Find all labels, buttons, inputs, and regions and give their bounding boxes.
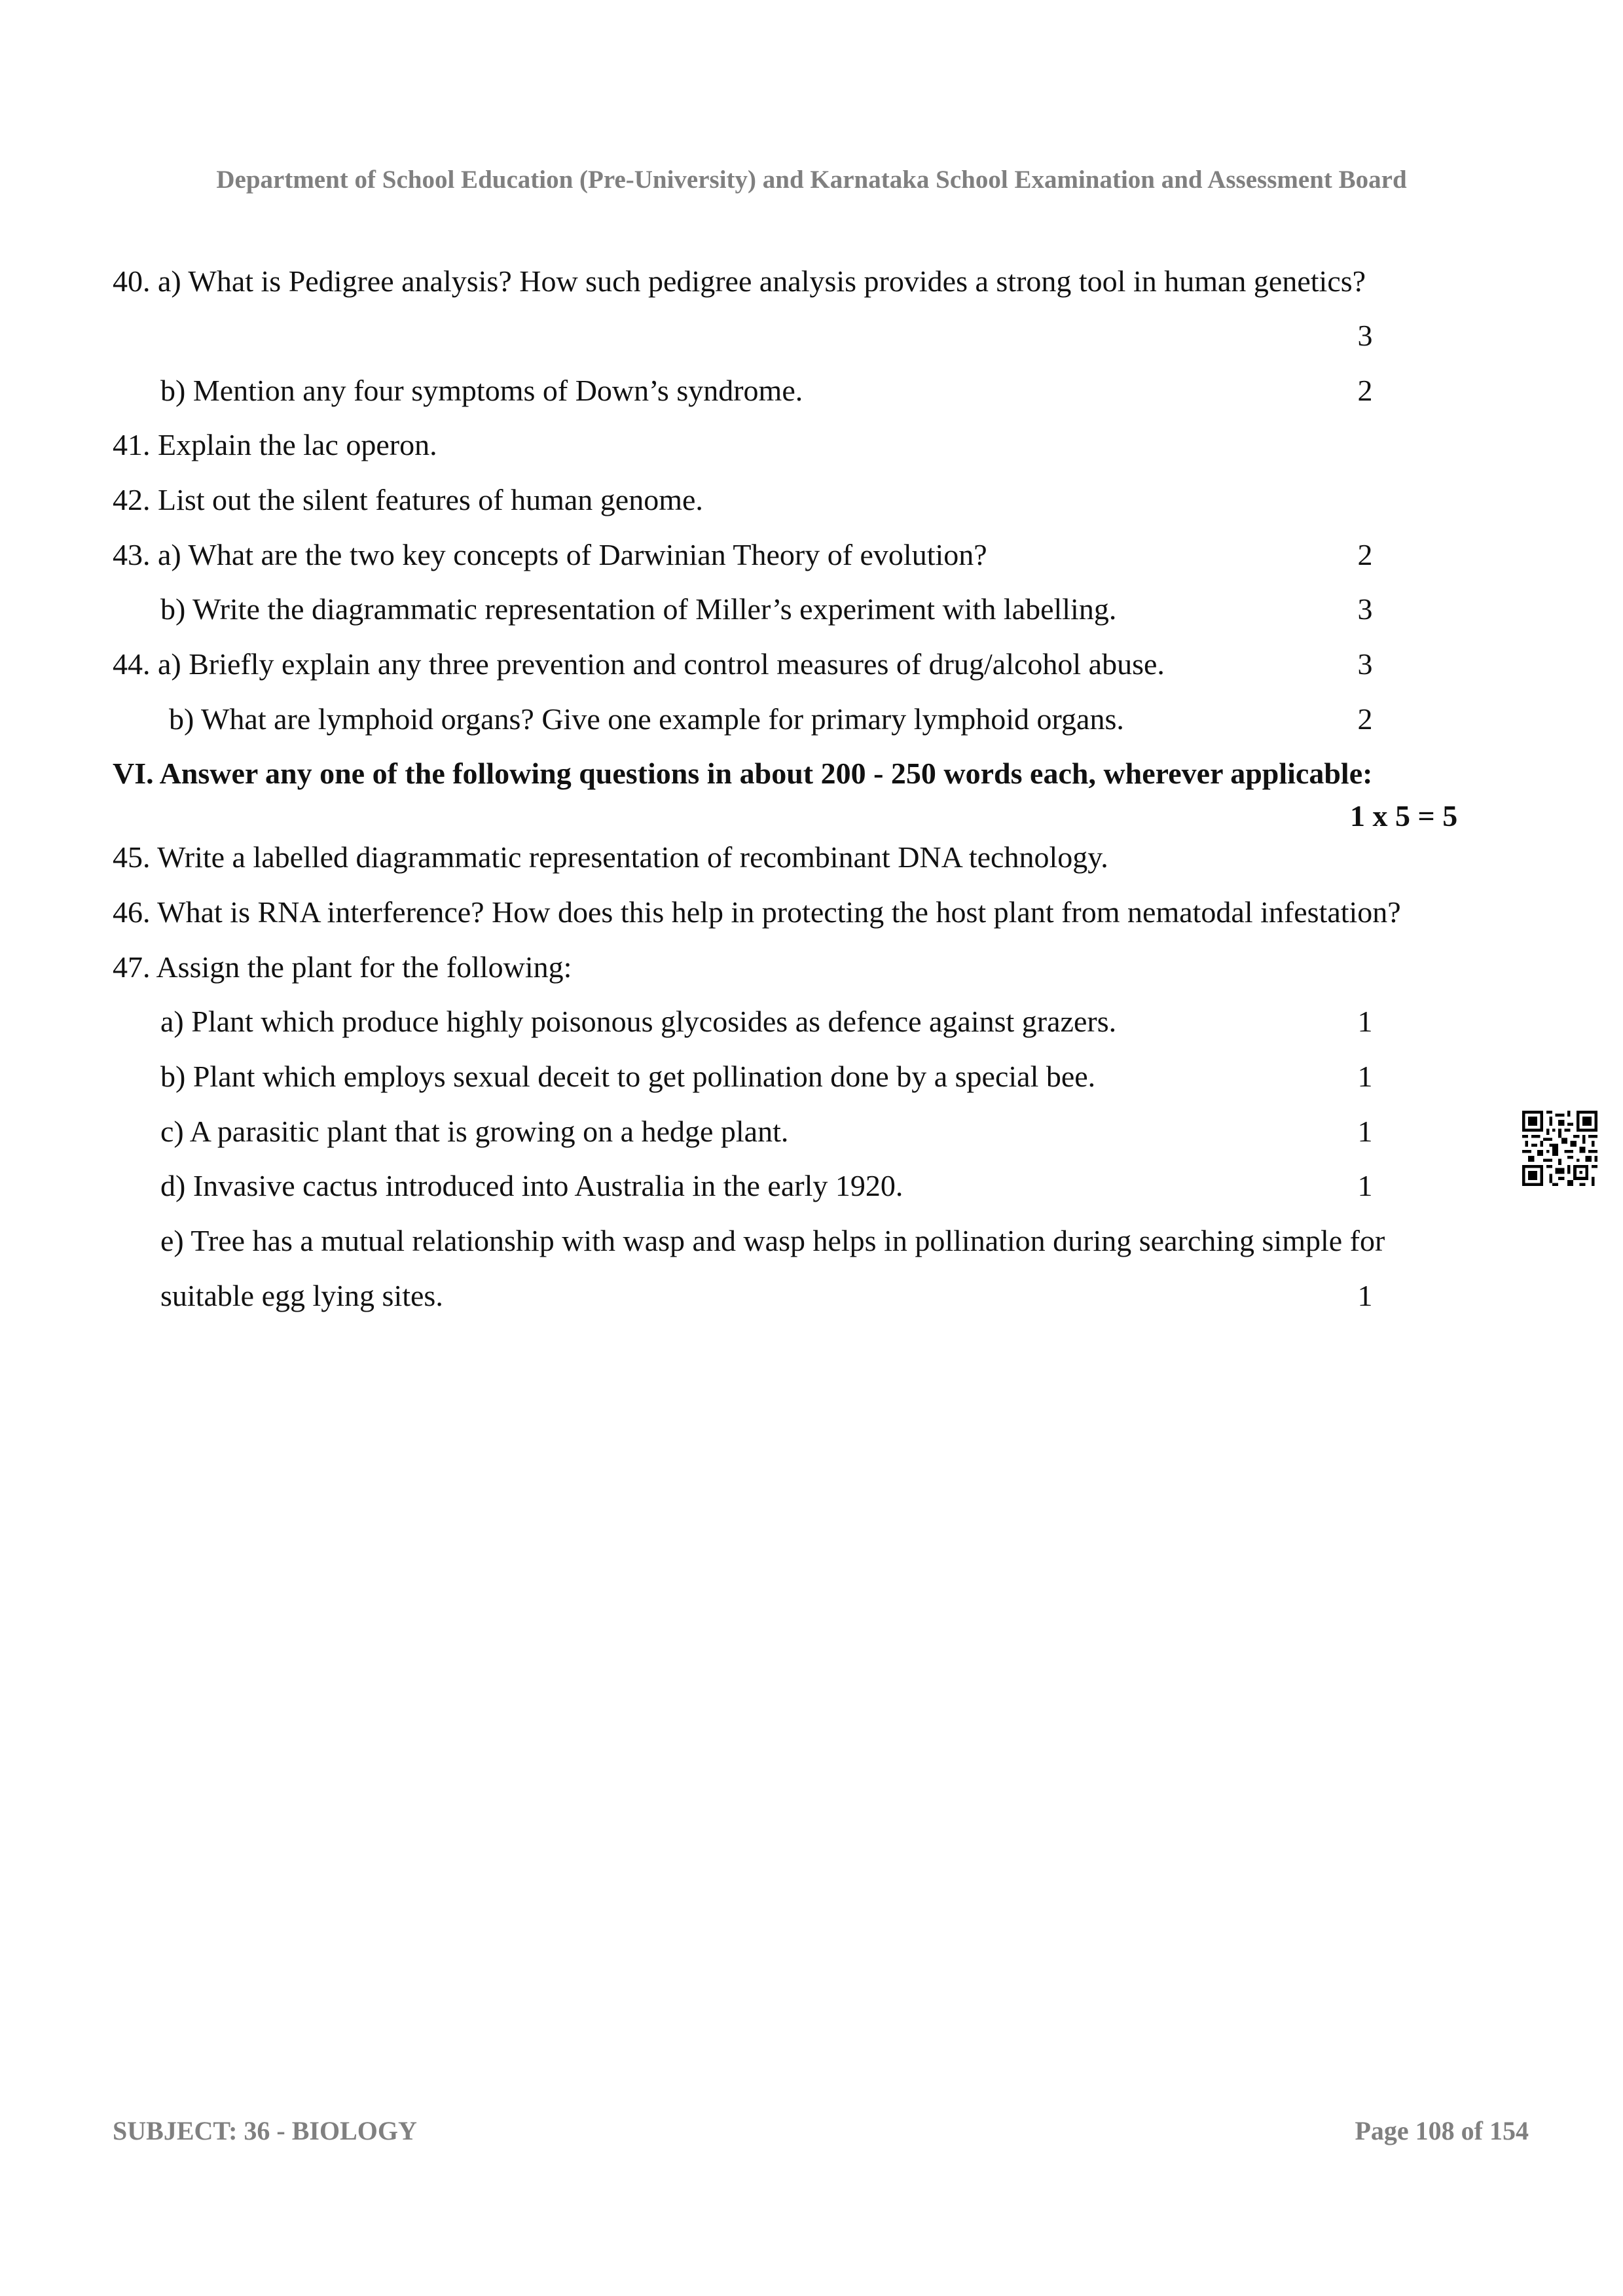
section-heading: VI. Answer any one of the following questions in about 200 - 250 words each, wherever applicable:: [113, 757, 1373, 790]
question-47e-line1: e) Tree has a mutual relationship with wasp and wasp helps in pollination during searching simple for: [160, 1224, 1385, 1257]
question-43b: b) Write the diagrammatic representation of Miller’s experiment with labelling.: [160, 592, 1117, 626]
question-44a: 44. a) Briefly explain any three prevention and control measures of drug/alcohol abuse.: [113, 647, 1165, 681]
marks-47b: 1: [1357, 1060, 1373, 1093]
marks-44a: 3: [1357, 647, 1373, 681]
footer-subject: SUBJECT: 36 - BIOLOGY: [113, 2116, 417, 2145]
marks-43a: 2: [1357, 538, 1373, 571]
qr-code-icon: [1522, 1111, 1597, 1186]
marks-40a: 3: [1357, 319, 1373, 352]
page-header: Department of School Education (Pre-University) and Karnataka School Examination and Assessment Board: [216, 166, 1407, 194]
footer-page-number: Page 108 of 154: [1355, 2116, 1529, 2145]
question-47c: c) A parasitic plant that is growing on a hedge plant.: [160, 1115, 789, 1148]
question-47a: a) Plant which produce highly poisonous glycosides as defence against grazers.: [160, 1005, 1117, 1038]
section-marks: 1 x 5 = 5: [1350, 799, 1458, 833]
question-41: 41. Explain the lac operon.: [113, 428, 437, 461]
question-42: 42. List out the silent features of human genome.: [113, 483, 703, 516]
marks-44b: 2: [1357, 702, 1373, 736]
question-47e-line2: suitable egg lying sites.: [160, 1279, 443, 1312]
question-45: 45. Write a labelled diagrammatic representation of recombinant DNA technology.: [113, 840, 1108, 874]
question-46: 46. What is RNA interference? How does this help in protecting the host plant from nematodal infestation?: [113, 895, 1401, 929]
question-47b: b) Plant which employs sexual deceit to get pollination done by a special bee.: [160, 1060, 1096, 1093]
marks-40b: 2: [1357, 374, 1373, 407]
question-47d: d) Invasive cactus introduced into Australia in the early 1920.: [160, 1169, 903, 1202]
question-47: 47. Assign the plant for the following:: [113, 950, 572, 984]
question-43a: 43. a) What are the two key concepts of Darwinian Theory of evolution?: [113, 538, 987, 571]
marks-47c: 1: [1357, 1115, 1373, 1148]
marks-47a: 1: [1357, 1005, 1373, 1038]
marks-43b: 3: [1357, 592, 1373, 626]
marks-47d: 1: [1357, 1169, 1373, 1202]
marks-47e: 1: [1357, 1279, 1373, 1312]
question-40b: b) Mention any four symptoms of Down’s syndrome.: [160, 374, 803, 407]
question-40a: 40. a) What is Pedigree analysis? How such pedigree analysis provides a strong tool in human genetics?: [113, 264, 1366, 298]
question-44b: b) What are lymphoid organs? Give one example for primary lymphoid organs.: [169, 702, 1124, 736]
